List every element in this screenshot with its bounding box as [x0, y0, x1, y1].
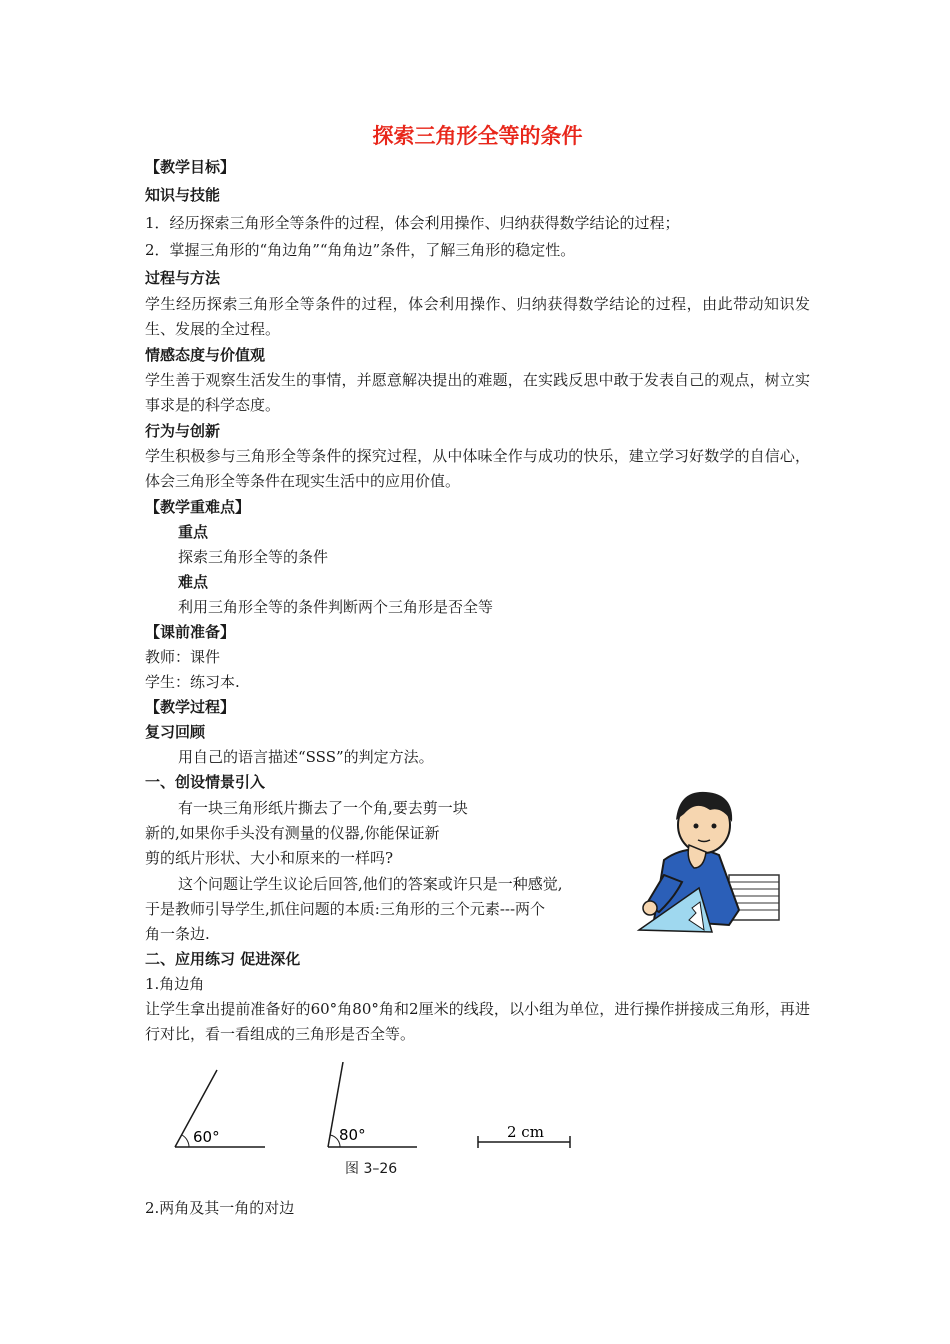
knowledge-item-2: 2．掌握三角形的“角边角”“角角边”条件，了解三角形的稳定性。 [145, 241, 576, 259]
asa-text: 让学生拿出提前准备好的60°角80°角和2厘米的线段，以小组为单位，进行操作拼接成三角形，再进行对比，看一看组成的三角形是否全等。 [145, 1000, 810, 1043]
knowledge-heading: 知识与技能 [145, 186, 221, 204]
behavior-text: 学生积极参与三角形全等条件的探究过程，从中体味全作与成功的快乐，建立学习好数学的自信心，体会三角形全等条件在现实生活中的应用价值。 [145, 447, 810, 490]
segment-2cm [478, 1123, 570, 1148]
knowledge-item-1: 1．经历探索三角形全等条件的过程，体会利用操作、归纳获得数学结论的过程； [145, 214, 680, 232]
figure-caption: 图 3–26 [345, 1161, 398, 1177]
part1-line: 角一条边. [145, 925, 210, 943]
prep-student: 学生：练习本. [145, 673, 240, 691]
difficult-label: 难点 [178, 573, 209, 591]
review-heading: 复习回顾 [145, 723, 206, 741]
course-heading: 【教学过程】 [145, 698, 236, 716]
goal-heading: 【教学目标】 [145, 158, 236, 176]
behavior-heading: 行为与创新 [145, 422, 221, 440]
part1-heading: 一、创设情景引入 [145, 773, 266, 791]
prep-teacher: 教师：课件 [145, 648, 221, 666]
process-text: 学生经历探索三角形全等条件的过程，体会利用操作、归纳获得数学结论的过程，由此带动知识发生、发展的全过程。 [145, 295, 810, 338]
review-text: 用自己的语言描述“SSS”的判定方法。 [178, 748, 434, 766]
key-heading: 【教学重难点】 [145, 498, 251, 516]
part1-line: 于是教师引导学生,抓住问题的本质:三角形的三个元素---两个 [145, 900, 546, 918]
difficult-text: 利用三角形全等的条件判断两个三角形是否全等 [178, 598, 494, 616]
asa-heading: 1.角边角 [145, 975, 205, 993]
aas-heading: 2.两角及其一角的对边 [145, 1199, 295, 1217]
process-heading: 过程与方法 [145, 269, 221, 287]
angle1-label: 60° [193, 1128, 220, 1146]
part2-heading: 二、应用练习 促进深化 [145, 950, 301, 968]
part1-line: 这个问题让学生议论后回答,他们的答案或许只是一种感觉, [178, 875, 563, 893]
part1-line: 新的,如果你手头没有测量的仪器,你能保证新 [145, 824, 440, 842]
prep-heading: 【课前准备】 [145, 623, 236, 641]
part1-line: 有一块三角形纸片撕去了一个角,要去剪一块 [178, 799, 468, 817]
segment-label: 2 cm [507, 1123, 544, 1141]
part1-line: 剪的纸片形状、大小和原来的一样吗? [145, 849, 394, 867]
emotion-text: 学生善于观察生活发生的事情，并愿意解决提出的难题，在实践反思中敢于发表自己的观点，树立实事求是的科学态度。 [145, 371, 810, 414]
student-illustration [634, 780, 784, 940]
angle-80 [328, 1062, 417, 1147]
angle2-label: 80° [339, 1126, 366, 1144]
page-title: 探索三角形全等的条件 [372, 124, 583, 148]
key-point-text: 探索三角形全等的条件 [178, 548, 329, 566]
emotion-heading: 情感态度与价值观 [145, 346, 266, 364]
key-point-label: 重点 [178, 523, 209, 541]
angle-60 [175, 1070, 265, 1147]
